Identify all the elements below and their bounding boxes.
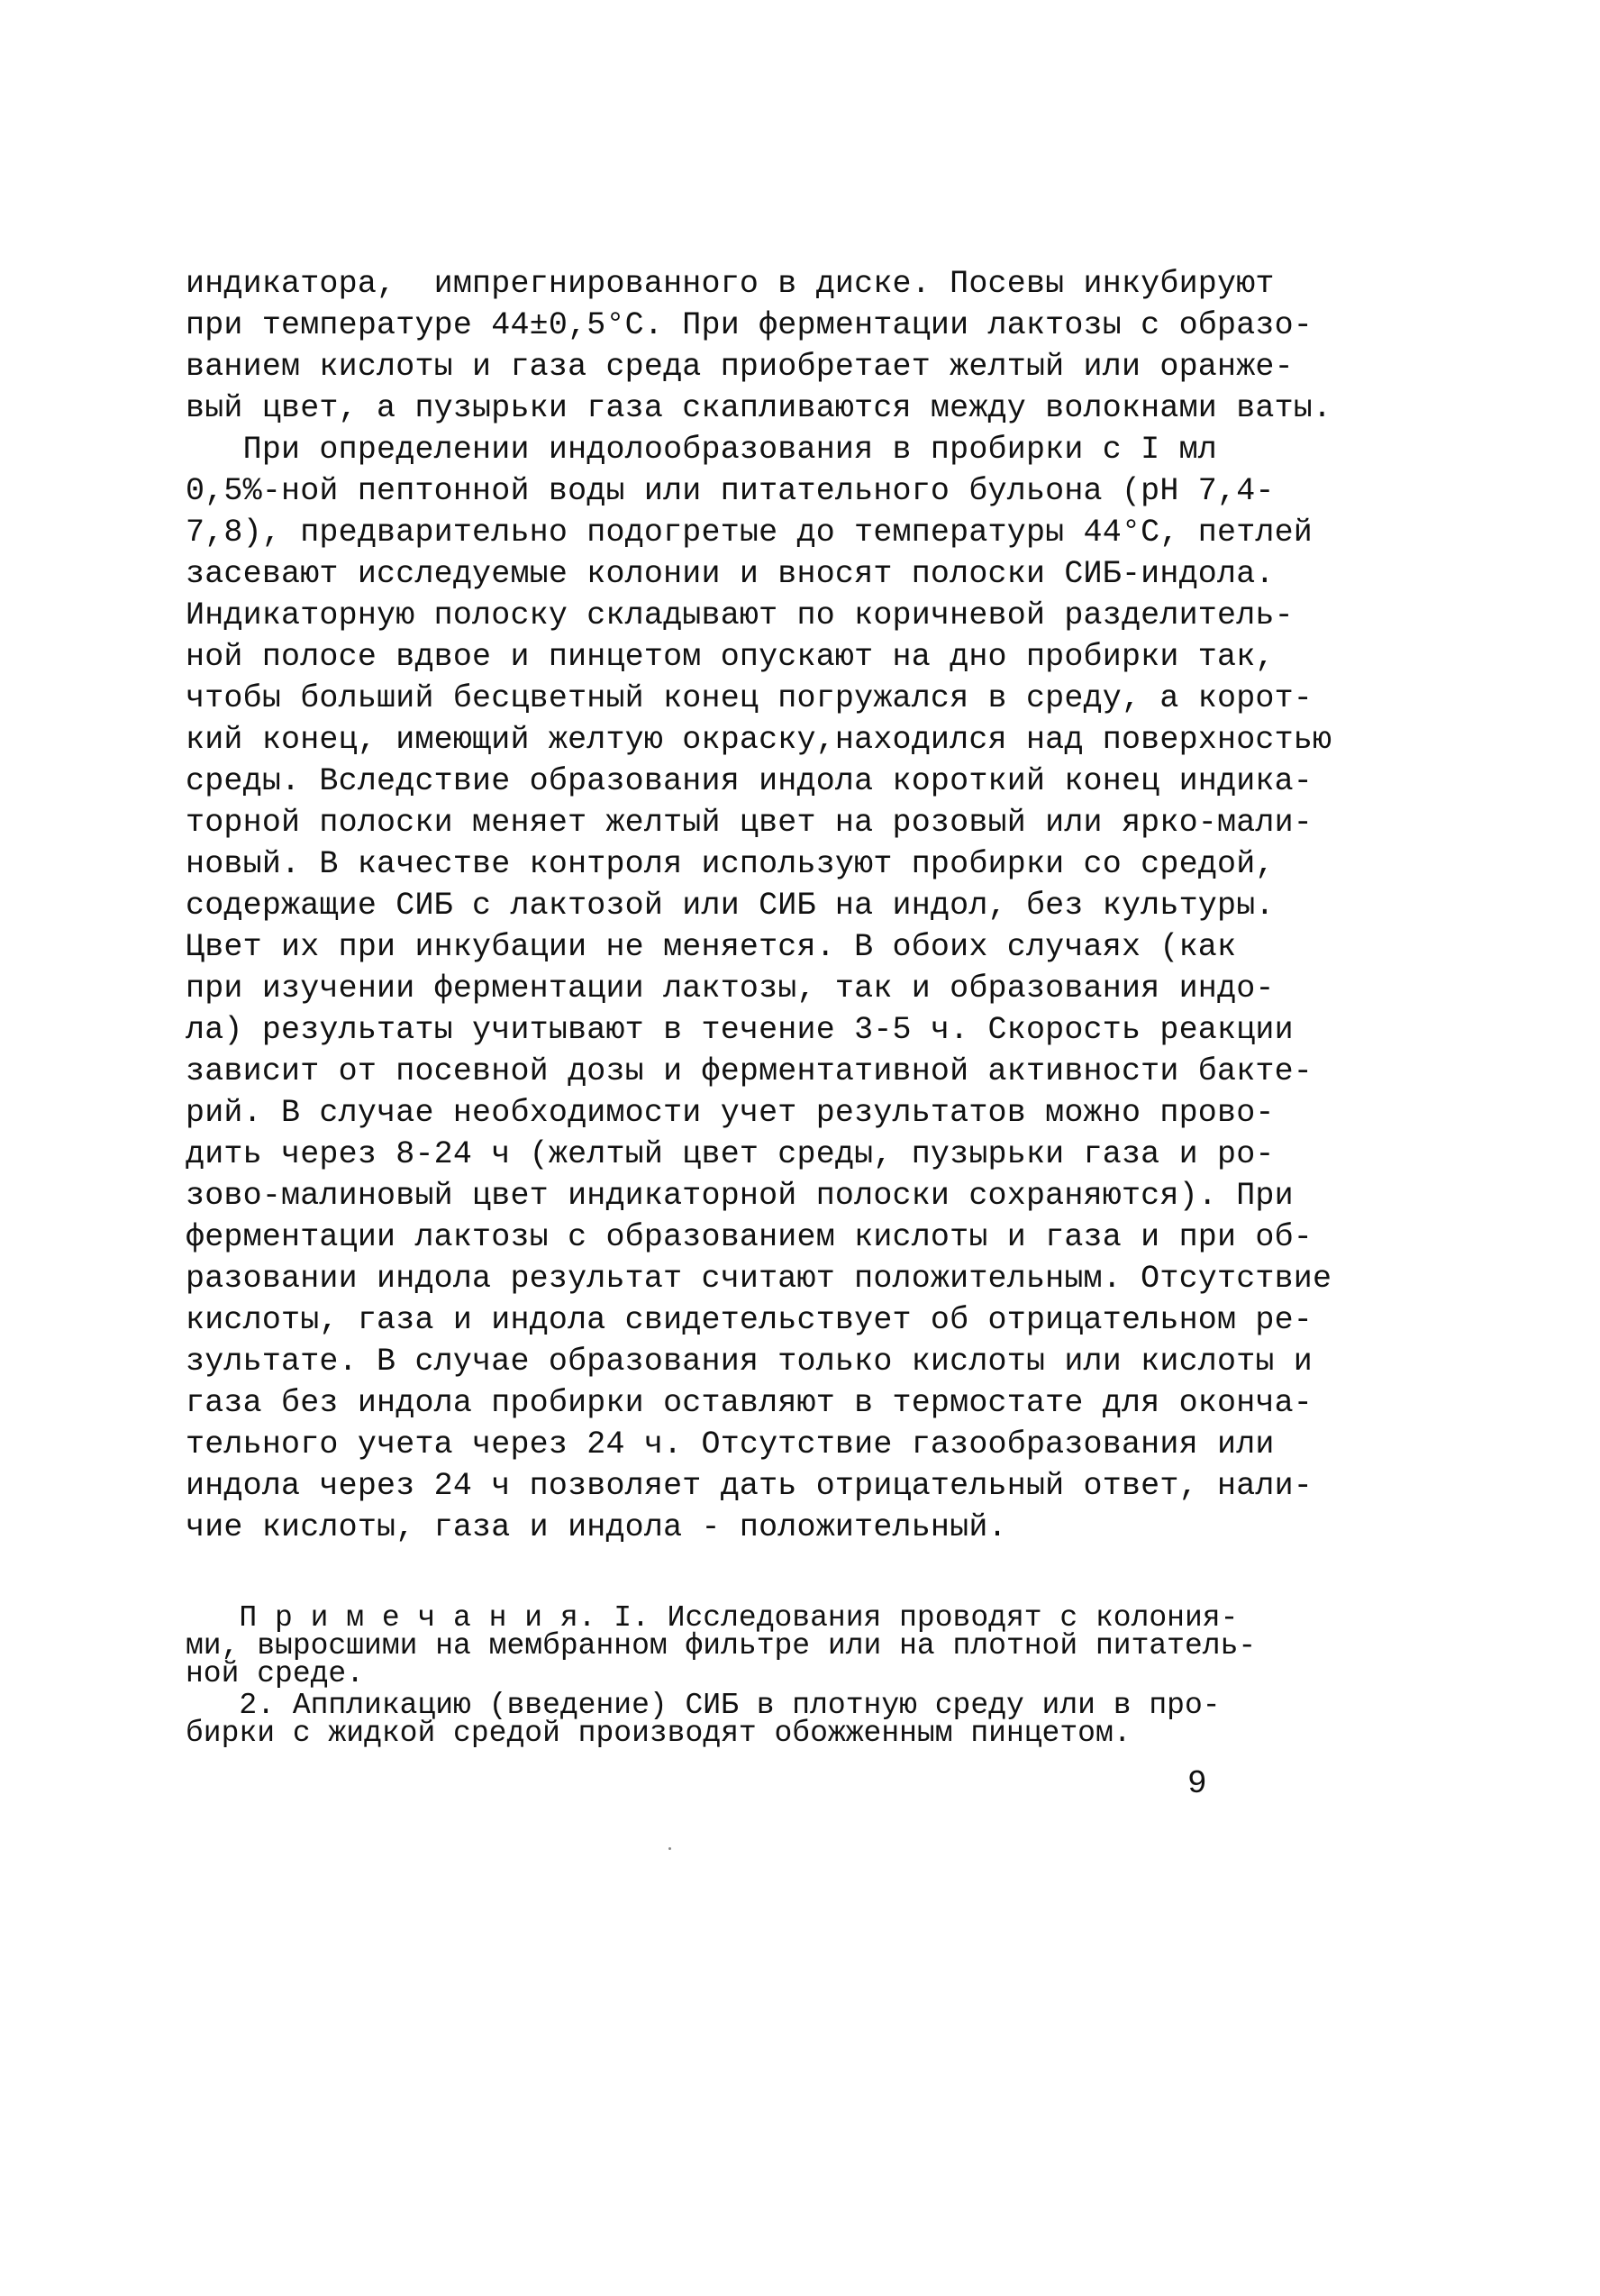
body-line: среды. Вследствие образования индола короткий конец индика-	[186, 763, 1314, 799]
note-line: бирки с жидкой средой производят обожженным пинцетом.	[186, 1717, 1132, 1750]
notes-section	[186, 1601, 1257, 1750]
body-line: при температуре 44±0,5°С. При ферментации лактозы с образо-	[186, 307, 1314, 343]
body-line: При определении индолообразования в пробирки с I мл	[186, 432, 1217, 468]
body-line: засевают исследуемые колонии и вносят полоски СИБ-индола.	[186, 556, 1275, 592]
body-line: газа без индола пробирки оставляют в термостате для оконча-	[186, 1385, 1314, 1421]
body-line: Цвет их при инкубации не меняется. В обоих случаях (как	[186, 929, 1237, 965]
body-line: разовании индола результат считают положительным. Отсутствие	[186, 1261, 1332, 1297]
body-line: ванием кислоты и газа среда приобретает желтый или оранже-	[186, 349, 1294, 385]
body-line: ла) результаты учитывают в течение 3-5 ч. Скорость реакции	[186, 1012, 1294, 1048]
body-line: чтобы больший бесцветный конец погружался в среду, а корот-	[186, 680, 1314, 716]
body-line: кислоты, газа и индола свидетельствует об отрицательном ре-	[186, 1302, 1314, 1338]
body-line: зово-малиновый цвет индикаторной полоски сохраняются). При	[186, 1178, 1294, 1214]
body-line: содержащие СИБ с лактозой или СИБ на индол, без культуры.	[186, 888, 1275, 924]
body-line: тельного учета через 24 ч. Отсутствие газообразования или	[186, 1426, 1275, 1462]
note-line: 2. Аппликацию (введение) СИБ в плотную среду или в про-	[186, 1689, 1221, 1722]
body-line: 0,5%-ной пептонной воды или питательного бульона (рН 7,4-	[186, 473, 1275, 509]
body-line: дить через 8-24 ч (желтый цвет среды, пузырьки газа и ро-	[186, 1136, 1275, 1172]
body-line: индикатора, импрегнированного в диске. Посевы инкубируют	[186, 266, 1275, 302]
body-line: Индикаторную полоску складывают по коричневой разделитель-	[186, 597, 1294, 633]
note-line: ной среде.	[186, 1657, 365, 1690]
body-line: зультате. В случае образования только кислоты или кислоты и	[186, 1344, 1314, 1380]
body-line: новый. В качестве контроля используют пробирки со средой,	[186, 846, 1275, 882]
page-number: 9	[1187, 1765, 1207, 1802]
body-line: 7,8), предварительно подогретые до температуры 44°С, петлей	[186, 515, 1314, 551]
scan-speck	[668, 1847, 671, 1850]
body-line: вый цвет, а пузырьки газа скапливаются между волокнами ваты.	[186, 390, 1332, 426]
body-line: индола через 24 ч позволяет дать отрицательный ответ, нали-	[186, 1468, 1314, 1504]
note-line: П р и м е ч а н и я. I. Исследования проводят с колония-	[186, 1601, 1239, 1635]
body-line: ной полосе вдвое и пинцетом опускают на дно пробирки так,	[186, 639, 1275, 675]
body-line: чие кислоты, газа и индола - положительный.	[186, 1509, 1007, 1545]
body-line: кий конец, имеющий желтую окраску,находился над поверхностью	[186, 722, 1332, 758]
body-line: при изучении ферментации лактозы, так и образования индо-	[186, 970, 1275, 1007]
body-line: рий. В случае необходимости учет результатов можно прово-	[186, 1095, 1275, 1131]
body-line: торной полоски меняет желтый цвет на розовый или ярко-мали-	[186, 805, 1314, 841]
body-line: ферментации лактозы с образованием кислоты и газа и при об-	[186, 1219, 1314, 1255]
note-line: ми, выросшими на мембранном фильтре или на плотной питатель-	[186, 1629, 1257, 1663]
body-text	[186, 263, 1332, 1548]
body-line: зависит от посевной дозы и ферментативной активности бакте-	[186, 1053, 1314, 1089]
